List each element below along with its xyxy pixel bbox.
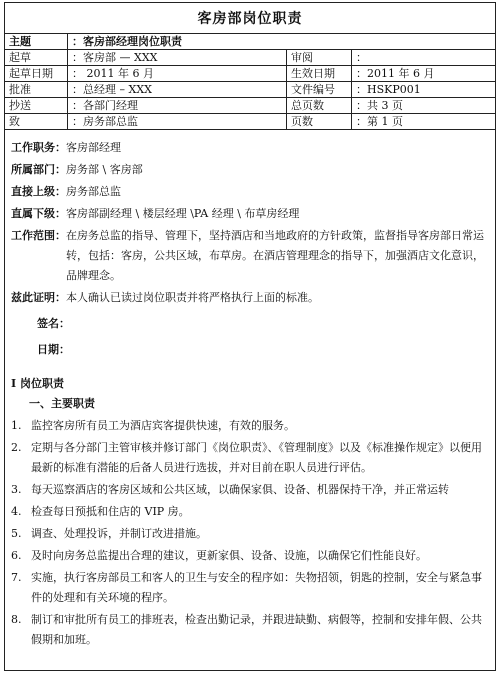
item-text: 调查、处理投诉，并制订改进措施。 <box>31 527 207 540</box>
item-number: 1. <box>11 419 22 432</box>
meta-row-subject <box>5 34 495 50</box>
field-label: 兹此证明： <box>11 291 66 304</box>
section-heading: I 岗位职责 <box>11 377 64 390</box>
list-item <box>11 610 489 650</box>
meta-value-approver: ：总经理 – XXX <box>68 82 287 98</box>
list-item <box>11 480 489 500</box>
item-text: 监控客房所有员工为酒店宾客提供快速，有效的服务。 <box>31 419 295 432</box>
meta-label-total-pages: 总页数 <box>287 98 352 114</box>
duty-list <box>11 416 489 650</box>
field-scope <box>11 226 489 286</box>
field-subordinates <box>11 204 489 224</box>
field-value: 本人确认已读过岗位职责并将严格执行上面的标准。 <box>66 291 319 304</box>
meta-row <box>5 114 495 130</box>
meta-label-effective-date: 生效日期 <box>287 66 352 82</box>
item-text: 制订和审批所有员工的排班表，检查出勤记录，并跟进缺勤、病假等，控制和安排年假、公共假期和加班。 <box>31 613 482 646</box>
field-label: 直接上级： <box>11 185 66 198</box>
item-number: 4. <box>11 505 22 518</box>
list-item <box>11 416 489 436</box>
meta-value-drafter: ：客房部 — XXX <box>68 50 287 66</box>
meta-label-page: 页数 <box>287 114 352 130</box>
field-value: 房务部总监 <box>66 185 121 198</box>
meta-label-reviewer: 审阅 <box>287 50 352 66</box>
item-text: 每天巡察酒店的客房区域和公共区域，以确保家俱、设备、机器保持干净，并正常运转 <box>31 483 449 496</box>
field-department <box>11 160 489 180</box>
meta-row <box>5 98 495 114</box>
meta-value-subject: ：客房部经理岗位职责 <box>68 34 496 50</box>
field-label: 所属部门： <box>11 163 66 176</box>
meta-row <box>5 50 495 66</box>
meta-value-effective-date: ：2011 年 6 月 <box>352 66 496 82</box>
document-title: 客房部岗位职责 <box>5 3 495 34</box>
field-position <box>11 138 489 158</box>
meta-label-drafter: 起草 <box>5 50 68 66</box>
signature-label: 签名： <box>37 317 70 330</box>
field-label: 工作范围： <box>11 229 66 242</box>
item-text: 定期与各分部门主管审核并修订部门《岗位职责》、《管理制度》以及《标准操作规定》以便用最新的标准有潜能的后备人员进行选拔，并对目前在职人员进行评估。 <box>31 441 482 474</box>
document-page <box>4 2 496 671</box>
meta-value-to: ：房务部总监 <box>68 114 287 130</box>
meta-value-doc-number: ：HSKP001 <box>352 82 496 98</box>
item-number: 8. <box>11 613 22 626</box>
meta-value-reviewer: ： <box>352 50 496 66</box>
meta-row <box>5 82 495 98</box>
item-number: 2. <box>11 441 22 454</box>
field-superior <box>11 182 489 202</box>
meta-label-cc: 抄送 <box>5 98 68 114</box>
meta-label-draft-date: 起草日期 <box>5 66 68 82</box>
meta-label-approver: 批准 <box>5 82 68 98</box>
list-item <box>11 568 489 608</box>
meta-label-to: 致 <box>5 114 68 130</box>
field-label: 直属下级： <box>11 207 66 220</box>
item-number: 6. <box>11 549 22 562</box>
meta-value-draft-date: ： 2011 年 6 月 <box>68 66 287 82</box>
item-text: 及时向房务总监提出合理的建议，更新家俱、设备、设施，以确保它们性能良好。 <box>31 549 427 562</box>
subsection-heading: 一、主要职责 <box>29 397 95 410</box>
field-value: 客房部经理 <box>66 141 121 154</box>
list-item <box>11 502 489 522</box>
field-label: 工作职务： <box>11 141 66 154</box>
date-label: 日期： <box>37 343 70 356</box>
item-number: 5. <box>11 527 22 540</box>
meta-value-total-pages: ：共 3 页 <box>352 98 496 114</box>
list-item <box>11 438 489 478</box>
field-value: 房务部 \ 客房部 <box>66 163 143 176</box>
item-number: 3. <box>11 483 22 496</box>
meta-value-cc: ：各部门经理 <box>68 98 287 114</box>
field-certify <box>11 288 489 308</box>
list-item <box>11 546 489 566</box>
meta-label-doc-number: 文件编号 <box>287 82 352 98</box>
meta-row <box>5 66 495 82</box>
field-value: 客房部副经理 \ 楼层经理 \PA 经理 \ 布草房经理 <box>66 207 300 220</box>
item-number: 7. <box>11 571 22 584</box>
meta-table <box>5 34 495 130</box>
meta-label-subject: 主题 <box>5 34 68 50</box>
item-text: 实施，执行客房部员工和客人的卫生与安全的程序如：失物招领，钥匙的控制，安全与紧急事件的处理和有关环境的程序。 <box>31 571 482 604</box>
list-item <box>11 524 489 544</box>
document-body <box>5 130 495 650</box>
item-text: 检查每日预抵和住店的 VIP 房。 <box>31 505 190 518</box>
meta-value-page: ：第 1 页 <box>352 114 496 130</box>
field-value: 在房务总监的指导、管理下，坚持酒店和当地政府的方针政策，监督指导客房部日常运转，包括：客房，公共区域，布草房。在酒店管理理念的指导下，加强酒店文化意识，品牌理念。 <box>66 229 484 282</box>
